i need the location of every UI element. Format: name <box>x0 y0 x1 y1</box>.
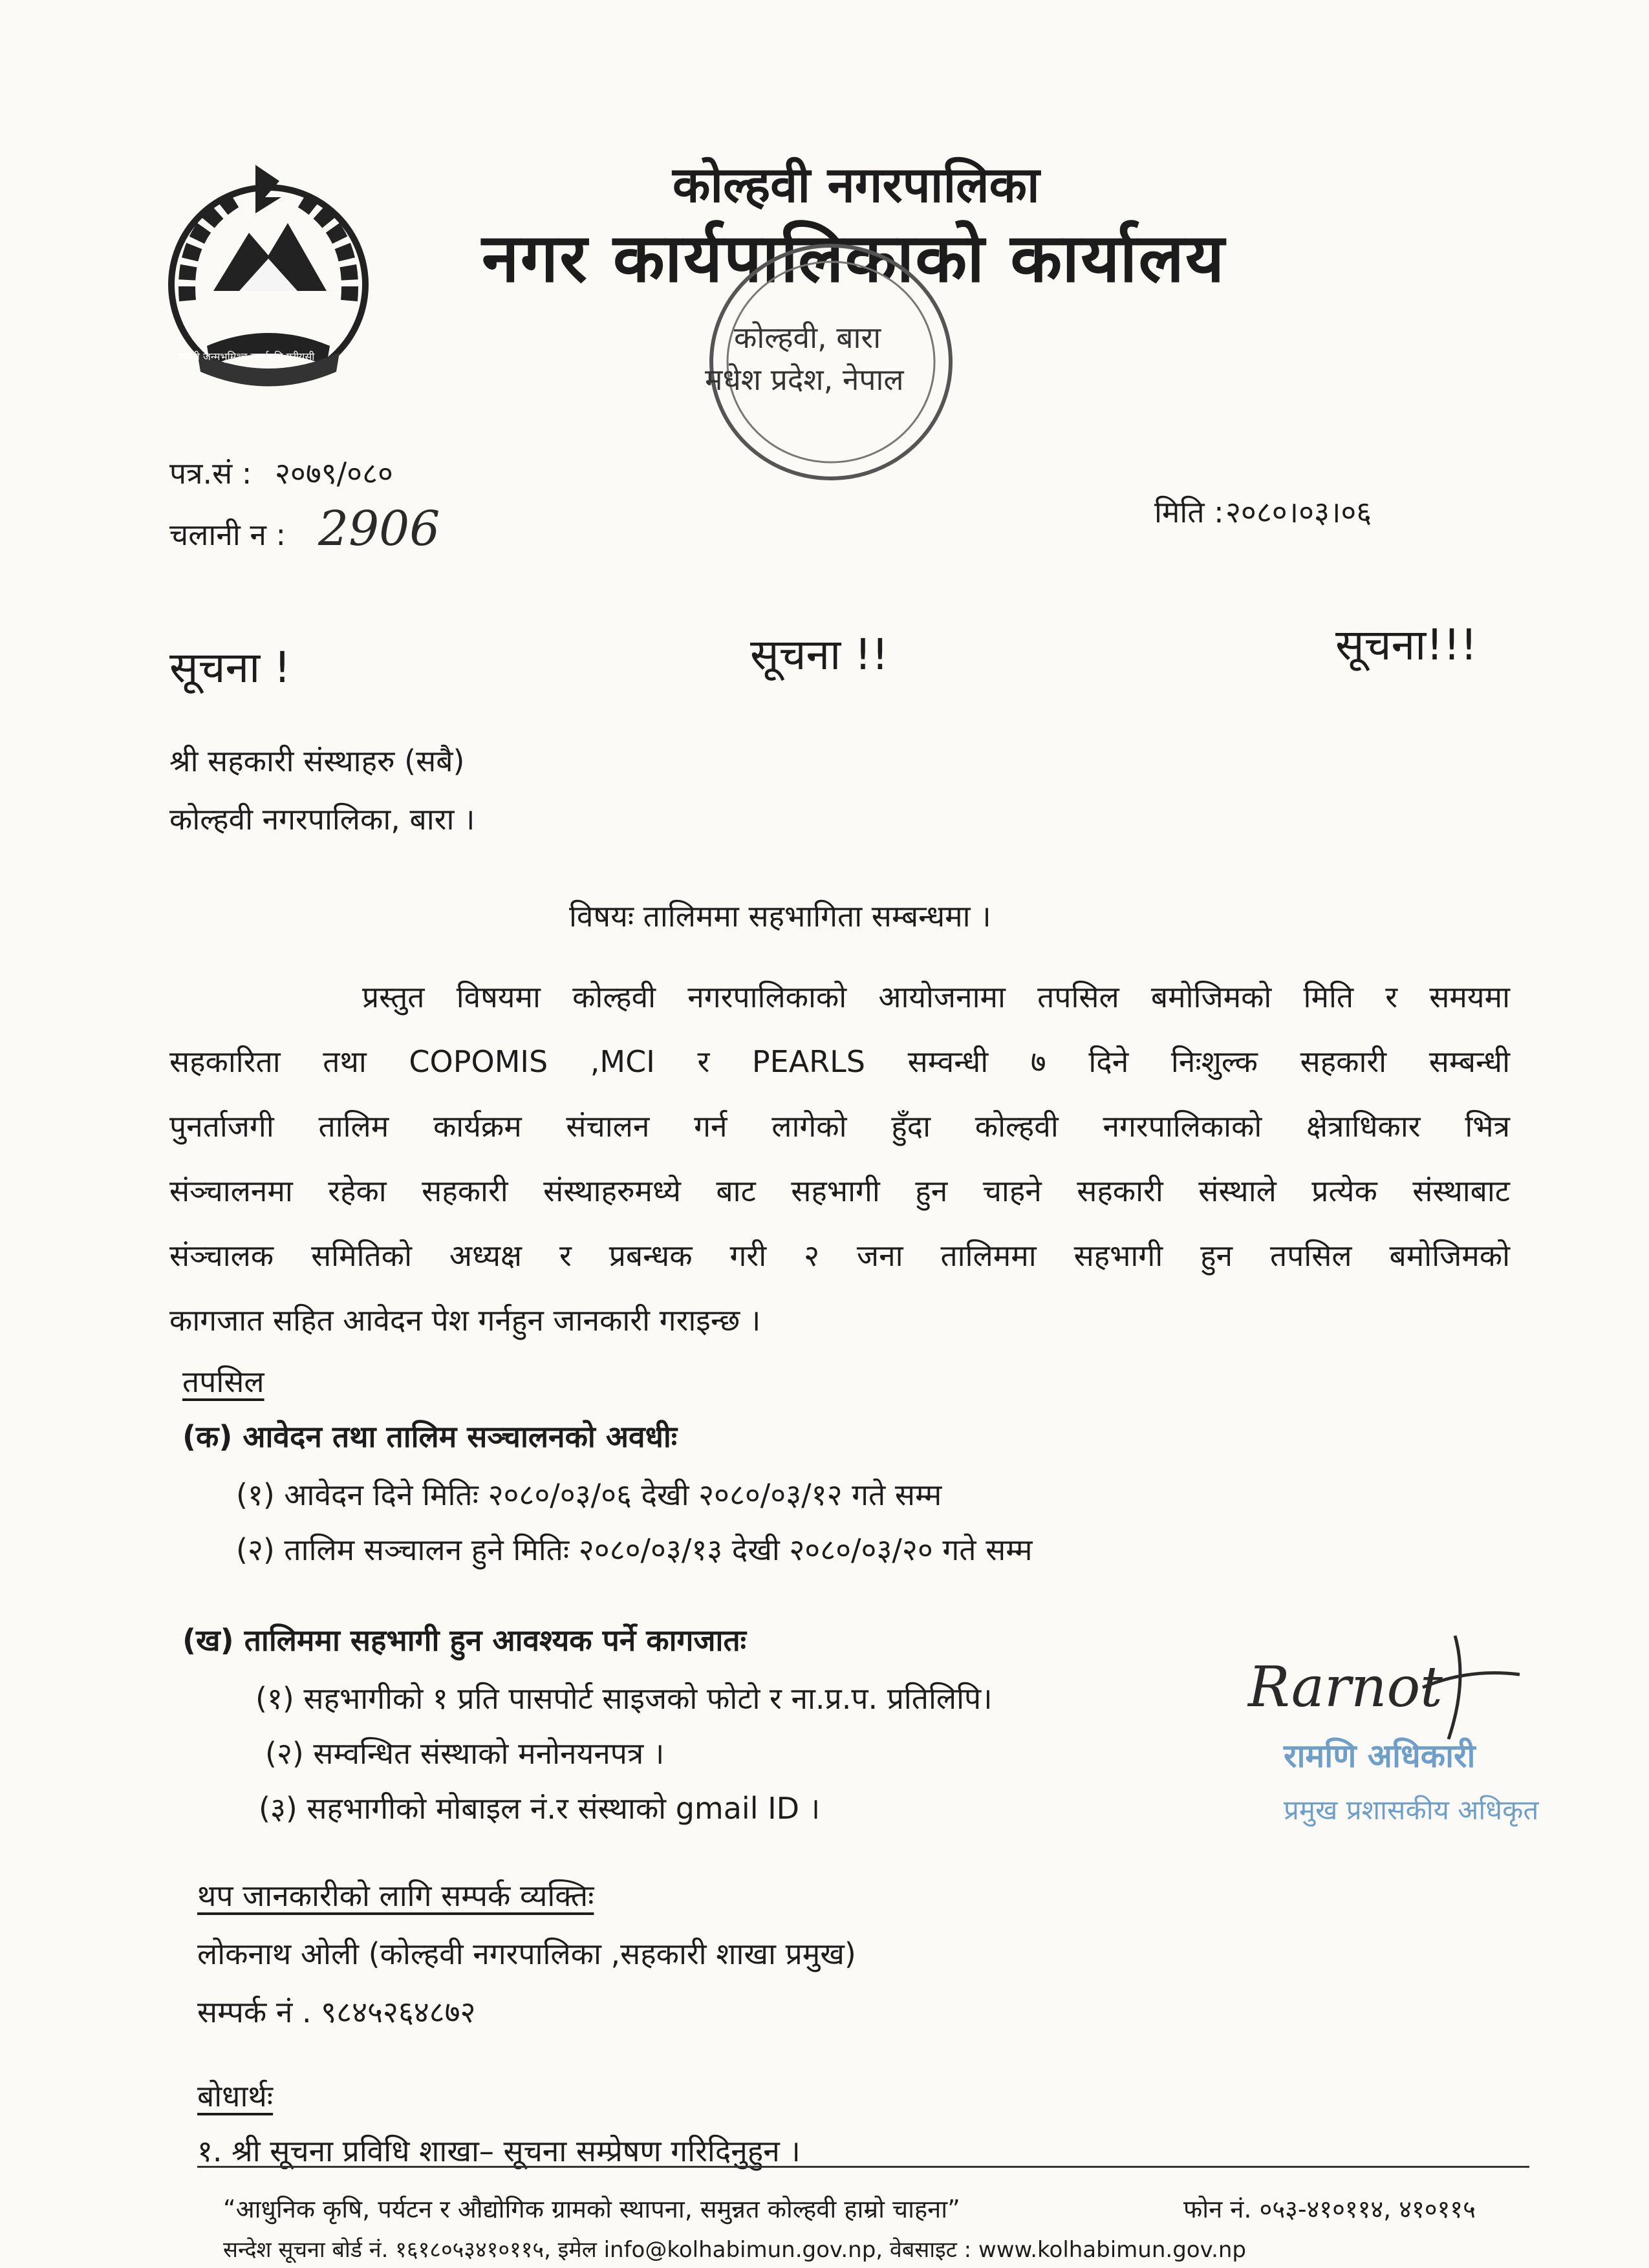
body-line-6: कागजात सहित आवेदन पेश गर्नहुन जानकारी गराइन्छ । <box>169 1303 761 1338</box>
contact-person: लोकनाथ ओली (कोल्हवी नगरपालिका ,सहकारी शाखा प्रमुख) <box>197 1936 856 1971</box>
body-line-1-text: प्रस्तुत विषयमा कोल्हवी नगरपालिकाको आयोजनामा तपसिल बमोजिमको मिति र समयमा <box>362 979 1510 1014</box>
body-line-2-text: सहकारिता तथा COPOMIS ,MCI र PEARLS सम्वन्धी ७ दिने निःशुल्क सहकारी सम्बन्धी <box>169 1044 1510 1079</box>
date-value: २०८०।०३।०६ <box>1225 495 1372 530</box>
seal-line-2: मधेश प्रदेश, नेपाल <box>705 362 904 397</box>
footer-contact-line: सन्देश सूचना बोर्ड नं. १६१८०५३४१०११५, इमेल info@kolhabimun.gov.np, वेबसाइट : www.kolhabimun.gov.np <box>223 2237 1247 2263</box>
letter-no: २०७९/०८० <box>275 456 393 491</box>
letter-no-label: पत्र.सं : <box>169 456 252 491</box>
dispatch-no-handwritten: 2906 <box>318 501 440 557</box>
body-line-5-text: संञ्चालक समितिको अध्यक्ष र प्रबन्धक गरी २ जना तालिममा सहभागी हुन तपसिल बमोजिमको <box>169 1238 1510 1273</box>
section-a-item-1: (१) आवेदन दिने मितिः २०८०/०३/०६ देखी २०८०/०३/१२ गते सम्म <box>236 1477 942 1512</box>
signatory-name: रामणि अधिकारी <box>1284 1737 1476 1775</box>
section-b-item-2: (२) सम्वन्धित संस्थाको मनोनयनपत्र । <box>265 1736 665 1771</box>
cc-heading: बोधार्थः <box>197 2079 274 2113</box>
seal-line-1: कोल्हवी, बारा <box>734 320 881 355</box>
nepal-emblem-icon <box>142 152 394 404</box>
recipient-line-2: कोल्हवी नगरपालिका, बारा । <box>169 802 475 837</box>
body-line-3 <box>169 1106 1510 1146</box>
body-line-5 <box>169 1235 1510 1275</box>
subject-line: विषयः तालिममा सहभागिता सम्बन्धमा । <box>569 899 991 934</box>
section-b-item-3: (३) सहभागीको मोबाइल नं.र संस्थाको gmail ID । <box>259 1791 821 1826</box>
section-a-item-2: (२) तालिम सञ्चालन हुने मितिः २०८०/०३/१३ देखी २०८०/०३/२० गते सम्म <box>236 1532 1033 1567</box>
body-line-1 <box>362 976 1510 1016</box>
section-a-title: (क) आवेदन तथा तालिम सञ्चालनको अवधीः <box>182 1419 678 1454</box>
body-line-4 <box>169 1170 1510 1210</box>
notice-heading-3: सूचना!!! <box>1335 620 1478 670</box>
signature-flourish-icon <box>1410 1629 1526 1746</box>
dispatch-no-label: चलानी न : <box>169 517 286 552</box>
footer-divider <box>197 2166 1529 2168</box>
details-heading: तपसिल <box>182 1364 264 1399</box>
cc-item: १. श्री सूचना प्रविधि शाखा– सूचना सम्प्रेषण गरिदिनुहुन । <box>197 2134 801 2168</box>
municipality-name: कोल्हवी नगरपालिका <box>673 156 1040 213</box>
notice-heading-2: सूचना !! <box>750 630 889 679</box>
signatory-title: प्रमुख प्रशासकीय अधिकृत <box>1284 1794 1539 1826</box>
notice-heading-1: सूचना ! <box>169 643 291 692</box>
official-signature: Rarnot <box>1248 1655 1443 1720</box>
contact-heading: थप जानकारीको लागि सम्पर्क व्यक्तिः <box>197 1878 594 1913</box>
emblem-caption: जननी जन्मभूमिश्च स्वर्गादपि गरीयसी <box>178 350 315 363</box>
section-b-item-1: (१) सहभागीको १ प्रति पासपोर्ट साइजको फोटो र ना.प्र.प. प्रतिलिपि। <box>255 1681 993 1716</box>
date-label: मिति : <box>1154 495 1224 530</box>
section-b-title: (ख) तालिममा सहभागी हुन आवश्यक पर्ने कागजातः <box>182 1623 746 1658</box>
recipient-line-1: श्री सहकारी संस्थाहरु (सबै) <box>169 744 465 778</box>
contact-phone: सम्पर्क नं . ९८४५२६४८७२ <box>197 1995 476 2029</box>
footer-phone: फोन नं. ०५३-४१०११४, ४१०११५ <box>1183 2195 1476 2223</box>
office-name: नगर कार्यपालिकाको कार्यालय <box>482 219 1226 297</box>
body-line-4-text: संञ्चालनमा रहेका सहकारी संस्थाहरुमध्ये बाट सहभागी हुन चाहने सहकारी संस्थाले प्रत्येक संस्थाबाट <box>169 1173 1510 1208</box>
body-line-2 <box>169 1041 1510 1081</box>
footer-slogan: “आधुनिक कृषि, पर्यटन र औद्योगिक ग्रामको स्थापना, समुन्नत कोल्हवी हाम्रो चाहना” <box>223 2195 960 2223</box>
body-line-3-text: पुनर्ताजगी तालिम कार्यक्रम संचालन गर्न लागेको हुँदा कोल्हवी नगरपालिकाको क्षेत्राधिकार भित्र <box>169 1109 1510 1144</box>
